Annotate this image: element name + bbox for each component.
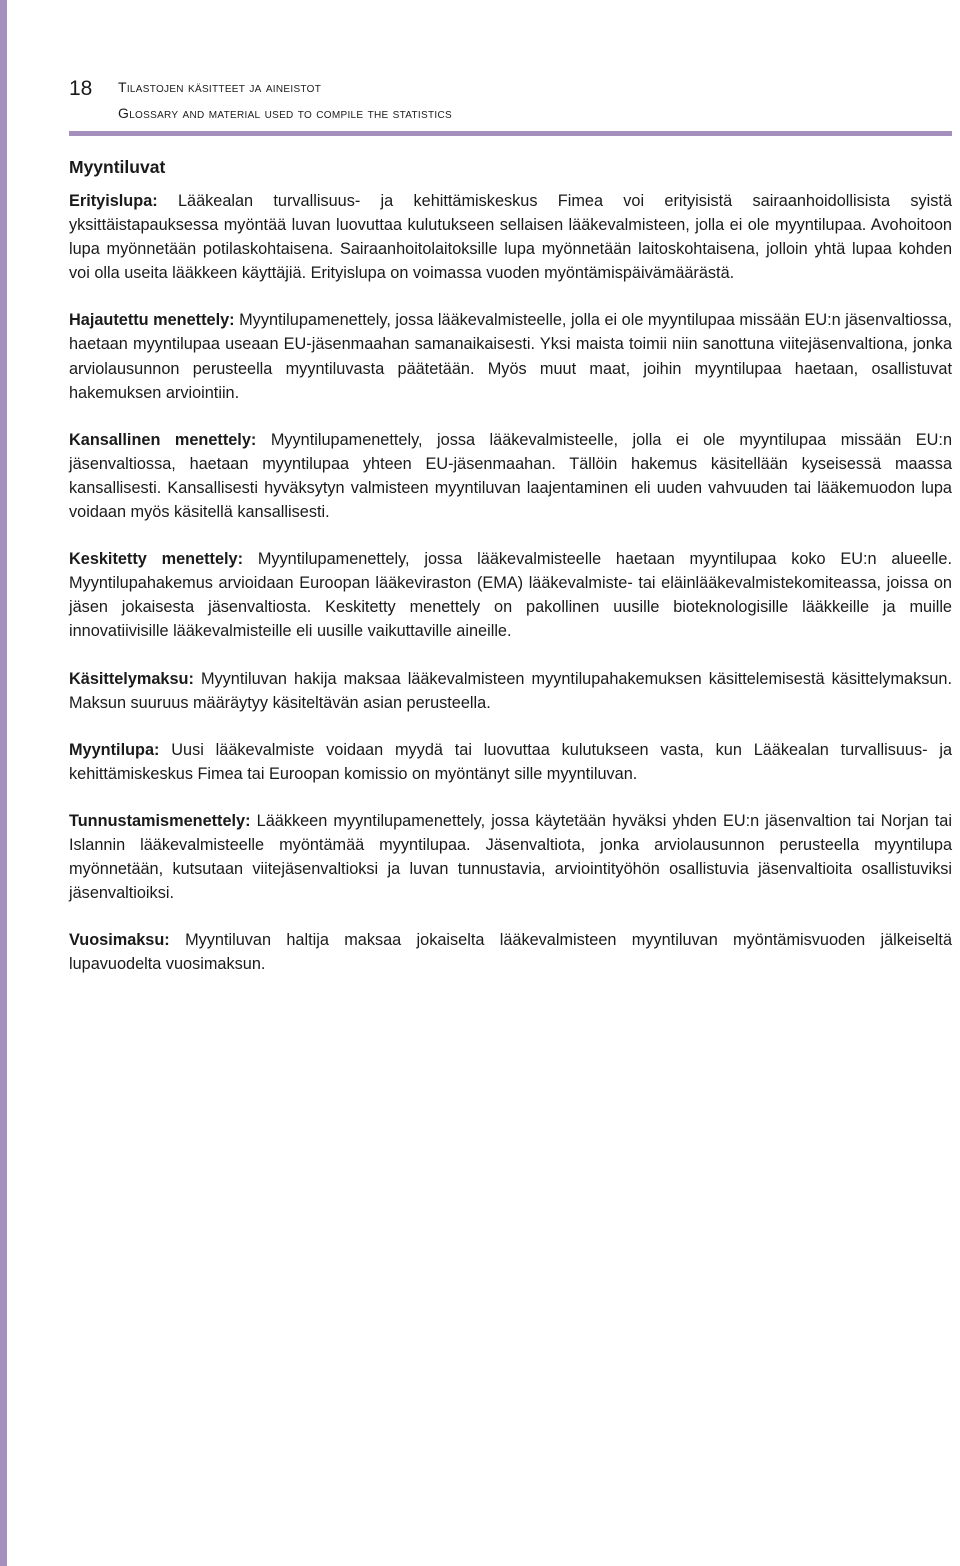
entry-term: Hajautettu menettely: xyxy=(69,311,235,330)
glossary-entry xyxy=(69,928,952,976)
glossary-content xyxy=(69,155,952,999)
glossary-entry xyxy=(69,738,952,786)
entry-term: Kansallinen menettely: xyxy=(69,430,257,449)
entry-term: Myyntilupa: xyxy=(69,740,160,759)
glossary-entry xyxy=(69,189,952,285)
header-titles xyxy=(118,74,452,126)
entry-text: Myyntilupamenettely, jossa lääkevalmisteelle, jolla ei ole myyntilupaa missään EU:n jäsenvaltiossa, haetaan myyntilupaa yhteen EU-jäsenmaahan. Tällöin hakemus käsitellään kyseisessä maassa kansallisesti. Kansallisesti hyväksytyn valmisteen myyntiluvan laajentaminen eli uuden vahvuuden tai lääkemuodon lupa voidaan myös käsitellä kansallisesti. xyxy=(69,430,953,522)
entry-text: Lääkealan turvallisuus- ja kehittämiskeskus Fimea voi erityisistä sairaanhoidollisista syistä yksittäistapauksessa myöntää luvan luovuttaa kulutukseen sellaisen lääkevalmisteen, jolla ei ole myyntilupaa. Avohoitoon lupa myönnetään potilaskohtaisena. Sairaanhoitolaitoksille lupa myönnetään laitoskohtaisena, jolloin yhtä lupaa kohden voi olla useita lääkkeen käyttäjiä. Erityislupa on voimassa vuoden myöntämispäivämäärästä. xyxy=(69,192,952,283)
glossary-entry xyxy=(69,809,952,905)
left-margin-bar xyxy=(0,0,7,1566)
entry-text: Myyntilupamenettely, jossa lääkevalmisteelle haetaan myyntilupaa koko EU:n alueelle. Myyntilupahakemus arvioidaan Euroopan lääkeviraston (EMA) lääkevalmiste- tai eläinlääkevalmistekomiteassa, joissa on jäsen jokaisesta jäsenvaltiosta. Keskitetty menettely on pakollinen uusille bioteknologisille lääkkeille ja muille innovatiivisille lääkevalmisteille eli uusille vaikuttaville aineille. xyxy=(69,550,953,641)
glossary-entry xyxy=(69,308,952,404)
entry-term: Erityislupa: xyxy=(69,192,158,210)
header-title-english: Glossary and material used to compile the statistics xyxy=(118,105,452,121)
glossary-entry xyxy=(69,428,952,524)
section-title: Myyntiluvat xyxy=(69,157,166,177)
page-number: 18 xyxy=(69,77,93,100)
entry-text: Lääkkeen myyntilupamenettely, jossa käytetään hyväksi yhden EU:n jäsenvaltion tai Norjan tai Islannin lääkevalmisteelle myöntämää myyntilupaa. Jäsenvaltiota, jonka arviolausunnon perusteella myyntilupa myönnetään, kutsutaan viitejäsenvaltioksi ja luvan tunnustavia, arviointityöhön osallistuvia jäsenvaltioita osallistuviksi jäsenvaltioiksi. xyxy=(69,811,952,903)
entry-term: Tunnustamismenettely: xyxy=(69,811,251,830)
entry-term: Keskitetty menettely: xyxy=(69,550,244,569)
entry-term: Vuosimaksu: xyxy=(69,931,170,950)
entry-text: Myyntiluvan haltija maksaa jokaiselta lääkevalmisteen myyntiluvan myöntämisvuoden jälkeiseltä lupavuodelta vuosimaksun. xyxy=(69,931,952,974)
glossary-entry xyxy=(69,667,952,715)
entry-text: Uusi lääkevalmiste voidaan myydä tai luovuttaa kulutukseen vasta, kun Lääkealan turvallisuus- ja kehittämiskeskus Fimea tai Euroopan komissio on myöntänyt sille myyntiluvan. xyxy=(69,740,952,783)
entry-text: Myyntilupamenettely, jossa lääkevalmisteelle, jolla ei ole myyntilupaa missään EU:n jäsenvaltiossa, haetaan myyntilupaa useaan EU-jäsenmaahan samanaikaisesti. Yksi maista toimii niin sanottuna viitejäsenvaltiona, jonka arviolausunnon perusteella myyntiluvasta päätetään. Myös muut maat, joihin myyntilupaa haetaan, osallistuvat hakemuksen arviointiin. xyxy=(69,311,953,402)
header-title-finnish: Tilastojen käsitteet ja aineistot xyxy=(118,79,322,95)
entry-text: Myyntiluvan hakija maksaa lääkevalmisteen myyntilupahakemuksen käsittelemisestä käsittelymaksun. Maksun suuruus määräytyy käsiteltävän asian perusteella. xyxy=(69,669,952,712)
header-rule xyxy=(69,131,952,136)
glossary-entry xyxy=(69,547,952,643)
entry-term: Käsittelymaksu: xyxy=(69,669,194,688)
